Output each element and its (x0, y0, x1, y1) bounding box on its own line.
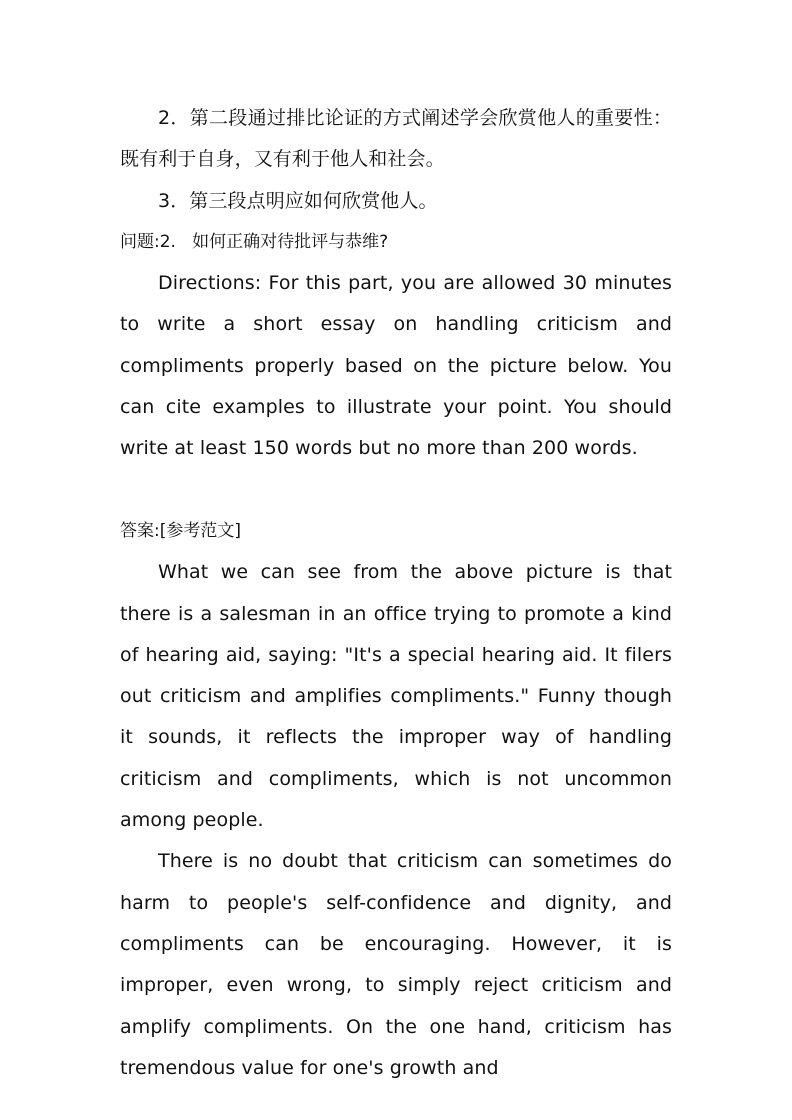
intro-point-3: 3．第三段点明应如何欣赏他人。 (158, 189, 438, 212)
paragraph-gap (120, 470, 672, 511)
answer-label: 答案:[参考范文] (120, 520, 241, 541)
answer-paragraph-1: What we can see from the above picture is that there is a salesman in an office trying to promote a kind of hearing aid, saying: "It's a special hearing aid. It filers out criticism and amplifies compliments." Funny though it sounds, it reflects the improper way of handling criticism and compliments, which is not uncommon among people. (120, 561, 672, 832)
answer-paragraph-2: There is no doubt that criticism can sometimes do harm to people's self-confidence and dignity, and compliments can be encouraging. However, it is improper, even wrong, to simply reject criticism and amplify compliments. On the one hand, criticism has tremendous value for one's growth and (120, 850, 672, 1079)
directions-paragraph: Directions: For this part, you are allowed 30 minutes to write a short essay on handling criticism and compliments properly based on the picture below. You can cite examples to illustrate your point. You should write at least 150 words but no more than 200 words. (120, 272, 672, 460)
intro-point-2: 2．第二段通过排比论证的方式阐述学会欣赏他人的重要性：既有利于自身，又有利于他人和社会。 (120, 107, 672, 171)
question-label: 问题:2. 如何正确对待批评与恭维? (120, 231, 389, 252)
document-page (120, 98, 672, 1089)
